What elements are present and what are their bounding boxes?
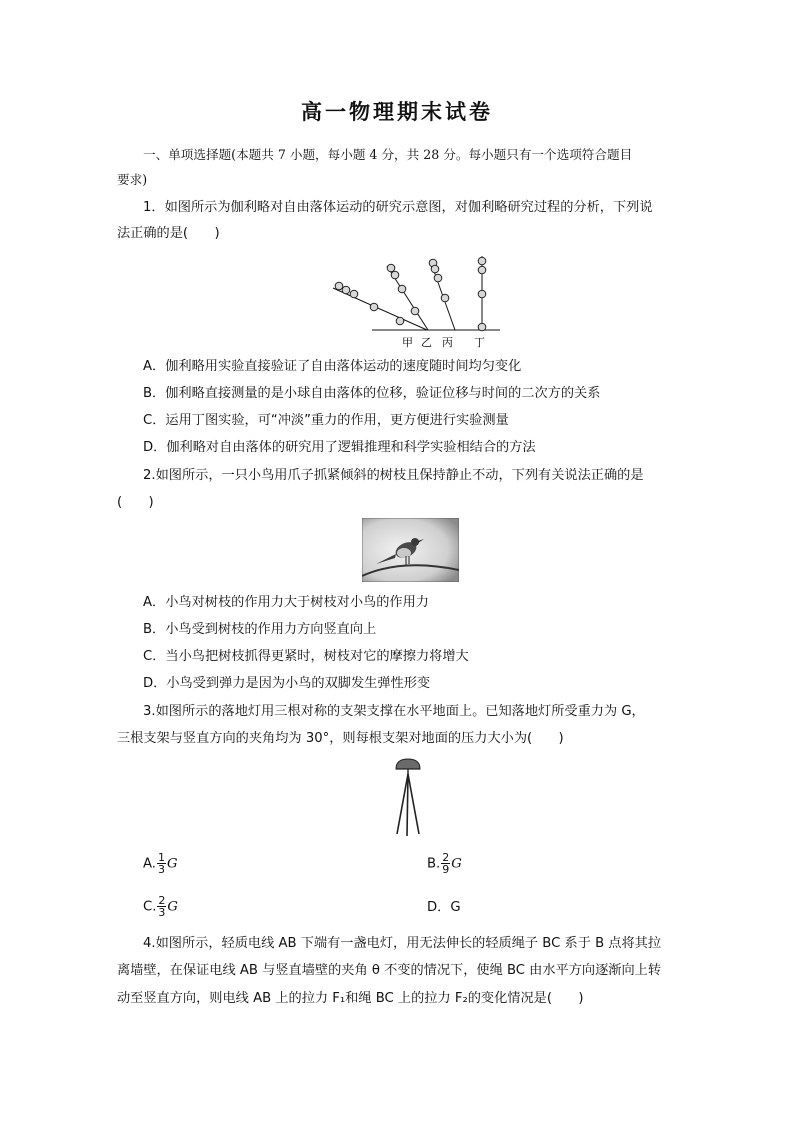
- q2-option-a: A．小鸟对树枝的作用力大于树枝对小鸟的作用力: [143, 595, 429, 610]
- bird-photo: [362, 518, 459, 582]
- q1-option-a: A．伽利略用实验直接验证了自由落体运动的速度随时间均匀变化: [143, 359, 522, 374]
- q2-stem-cont: ( ): [117, 495, 154, 510]
- label-ding: 丁: [474, 336, 485, 349]
- q1-option-b: B．伽利略直接测量的是小球自由落体的位移，验证位移与时间的二次方的关系: [143, 386, 601, 401]
- section-heading: 一、单项选择题(本题共 7 小题，每小题 4 分，共 28 分。每小题只有一个选项符合题目: [143, 147, 633, 162]
- galileo-incline-figure: [325, 252, 505, 352]
- q1-option-c: C．运用丁图实验，可“冲淡”重力的作用，更方便进行实验测量: [143, 413, 509, 428]
- q2-option-d: D．小鸟受到弹力是因为小鸟的双脚发生弹性形变: [143, 676, 431, 691]
- q1-stem: 1．如图所示为伽利略对自由落体运动的研究示意图，对伽利略研究过程的分析，下列说: [143, 200, 653, 215]
- q3-option-c: C. $\frac{2}{3}$ G: [143, 894, 178, 919]
- q1-option-d: D．伽利略对自由落体的研究用了逻辑推理和科学实验相结合的方法: [143, 440, 536, 455]
- q3-option-a: A. $\frac{1}{3}$ G: [143, 851, 178, 876]
- label-jia: 甲: [402, 336, 413, 349]
- q3-stem: 3.如图所示的落地灯用三根对称的支架支撑在水平地面上。已知落地灯所受重力为 G，: [143, 704, 645, 719]
- floor-lamp-figure: [386, 756, 432, 838]
- q2-option-b: B．小鸟受到树枝的作用力方向竖直向上: [143, 622, 377, 637]
- q3-stem-cont: 三根支架与竖直方向的夹角均为 30°，则每根支架对地面的压力大小为( ): [117, 731, 564, 746]
- label-bing: 丙: [442, 336, 453, 349]
- q2-stem: 2.如图所示，一只小鸟用爪子抓紧倾斜的树枝且保持静止不动，下列有关说法正确的是: [143, 468, 644, 483]
- q3-option-b: B. $\frac{2}{9}$ G: [427, 851, 462, 876]
- page-title: 高一物理期末试卷: [301, 99, 493, 124]
- q1-stem-cont: 法正确的是( ): [117, 226, 220, 241]
- label-yi: 乙: [421, 336, 432, 349]
- q4-stem-cont: 离墙壁，在保证电线 AB 与竖直墙壁的夹角 θ 不变的情况下，使绳 BC 由水平方向逐渐向上转: [117, 963, 662, 978]
- section-heading-cont: 要求): [117, 172, 148, 187]
- q4-stem: 4.如图所示，轻质电线 AB 下端有一盏电灯，用无法伸长的轻质绳子 BC 系于 B 点将其拉: [143, 936, 662, 951]
- q3-option-d: D．G: [427, 900, 461, 915]
- q2-option-c: C．当小鸟把树枝抓得更紧时，树枝对它的摩擦力将增大: [143, 649, 469, 664]
- q4-stem-cont-2: 动至竖直方向，则电线 AB 上的拉力 F₁和绳 BC 上的拉力 F₂的变化情况是( ): [117, 991, 584, 1006]
